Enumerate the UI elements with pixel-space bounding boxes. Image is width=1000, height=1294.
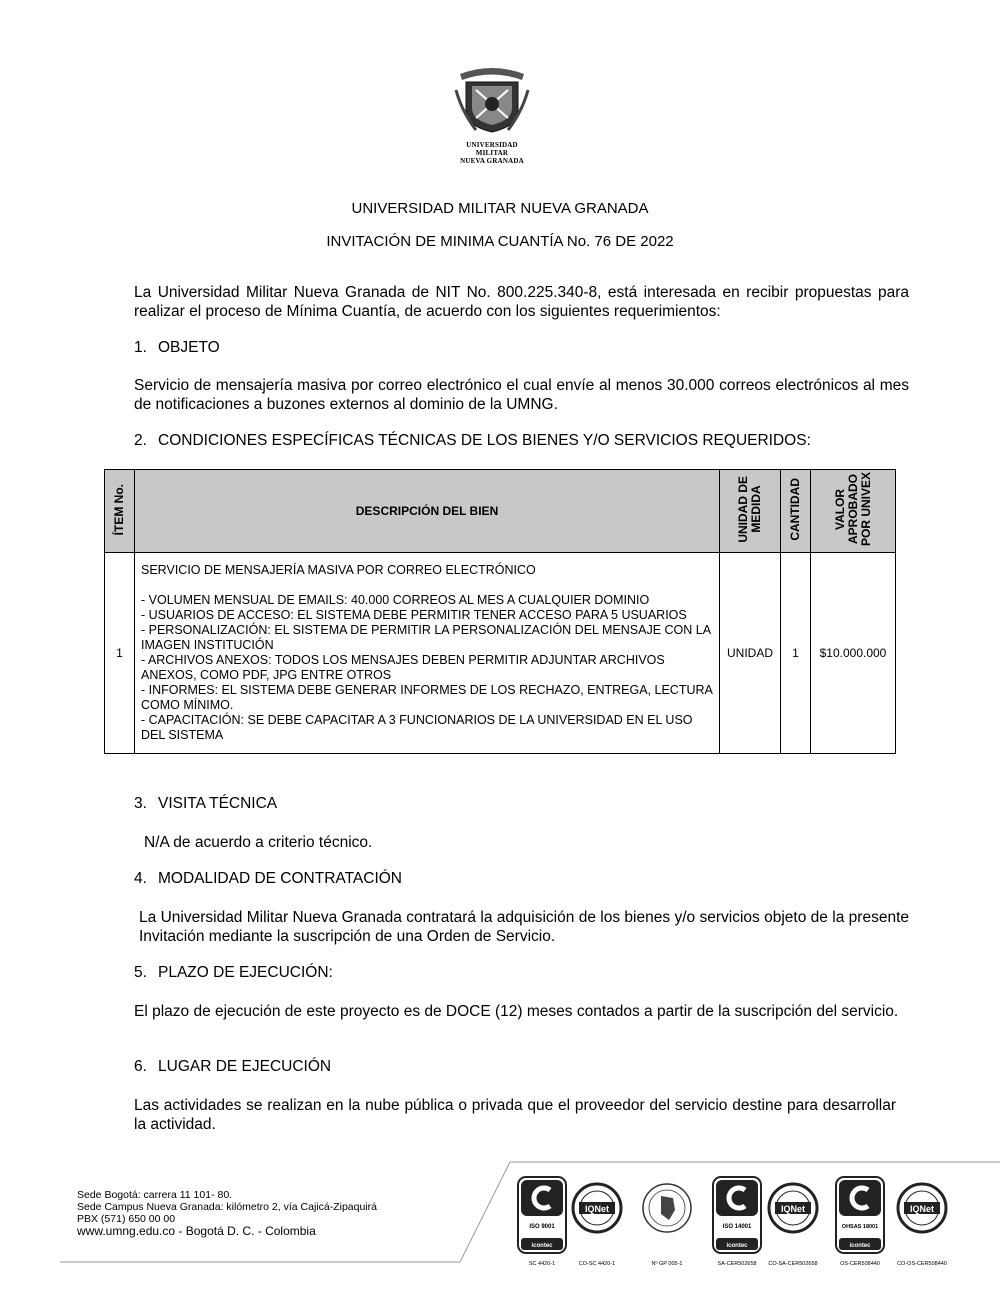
logo-name-line1: UNIVERSIDAD MILITAR <box>466 141 518 157</box>
section-heading-1 <box>134 339 220 357</box>
cell-description <box>135 553 720 754</box>
header-quantity: CANTIDAD <box>781 470 811 553</box>
cert-badge <box>834 1176 886 1267</box>
table-row <box>105 553 896 754</box>
svg-text:ISO 9001: ISO 9001 <box>529 1224 555 1230</box>
section-number: 6. <box>134 1058 147 1075</box>
footer-website: www.umng.edu.co - Bogotá D. C. - Colombia <box>77 1224 316 1238</box>
section-text-6: Las actividades se realizan en la nube pública o privada que el proveedor del servicio destine para desarrollar la actividad. <box>134 1097 896 1133</box>
university-logo <box>452 60 532 165</box>
table-header-row <box>105 470 896 553</box>
iqnet-logo-icon <box>571 1176 623 1254</box>
section-heading-4 <box>134 870 402 888</box>
section-heading-2 <box>134 432 811 450</box>
iqnet-logo-icon <box>767 1176 819 1254</box>
section-number: 5. <box>134 964 147 981</box>
cert-code: CO-OS-CER508440 <box>897 1261 947 1267</box>
cert-code: OS-CER508440 <box>840 1261 880 1267</box>
footer-line: Sede Campus Nueva Granada: kilómetro 2, vía Cajicá-Zipaquirá <box>77 1201 377 1213</box>
cert-badge <box>711 1176 763 1267</box>
logo-name-line2: NUEVA GRANADA <box>460 157 524 165</box>
section-title: VISITA TÉCNICA <box>158 795 278 812</box>
section-number: 2. <box>134 432 147 449</box>
svg-text:IQNet: IQNet <box>780 1204 806 1214</box>
cert-code: Nº GP 005-1 <box>651 1261 683 1267</box>
document-subtitle: INVITACIÓN DE MINIMA CUANTÍA No. 76 DE 2022 <box>326 233 674 250</box>
footer-line: PBX (571) 650 00 00 <box>77 1213 176 1225</box>
cert-code: SA-CER502658 <box>717 1261 757 1267</box>
intro-paragraph: La Universidad Militar Nueva Granada de NIT No. 800.225.340-8, está interesada en recibir propuestas para realizar el proceso de Mínima Cuantía, de acuerdo con los siguientes requerimientos: <box>134 284 909 320</box>
header-value: VALOR APROBADO POR UNIVEX <box>811 470 896 553</box>
svg-text:IQNet: IQNet <box>909 1204 935 1214</box>
cert-badge <box>571 1176 623 1267</box>
header-item: ÍTEM No. <box>105 470 135 553</box>
section-heading-6 <box>134 1058 331 1076</box>
footer-address <box>77 1189 377 1237</box>
svg-text:OHSAS 18001: OHSAS 18001 <box>841 1224 879 1230</box>
section-number: 4. <box>134 870 147 887</box>
icontec-logo-icon <box>835 1176 885 1254</box>
document-title: UNIVERSIDAD MILITAR NUEVA GRANADA <box>351 200 649 217</box>
cert-badge <box>896 1176 948 1267</box>
section-heading-3 <box>134 795 277 813</box>
svg-text:IQNet: IQNet <box>584 1204 610 1214</box>
cell-item: 1 <box>105 553 135 754</box>
description-line: - USUARIOS DE ACCESO: EL SISTEMA DEBE PERMITIR TENER ACCESO PARA 5 USUARIOS <box>141 608 687 622</box>
section-text-5: El plazo de ejecución de este proyecto es de DOCE (12) meses contados a partir de la suscripción del servicio. <box>134 1003 899 1020</box>
cert-code: CO-SA-CER502658 <box>768 1261 818 1267</box>
svg-text:ISO 14001: ISO 14001 <box>722 1224 752 1230</box>
footer-line: Sede Bogotá: carrera 11 101- 80. <box>77 1189 233 1201</box>
description-line: - ARCHIVOS ANEXOS: TODOS LOS MENSAJES DEBEN PERMITIR ADJUNTAR ARCHIVOS ANEXOS, COMO PDF, JPG ENTRE OTROS <box>141 653 665 682</box>
description-line: - INFORMES: EL SISTEMA DEBE GENERAR INFORMES DE LOS RECHAZO, ENTREGA, LECTURA COMO MÍNIMO. <box>141 683 713 712</box>
header-unit: UNIDAD DE MEDIDA <box>720 470 781 553</box>
icontec-logo-icon <box>712 1176 762 1254</box>
section-number: 3. <box>134 795 147 812</box>
section-title: OBJETO <box>158 339 220 356</box>
iqnet-logo-icon <box>896 1176 948 1254</box>
requirements-table <box>104 469 896 754</box>
cert-badge <box>516 1176 568 1267</box>
government-seal-icon <box>641 1176 693 1254</box>
section-text-4: La Universidad Militar Nueva Granada contratará la adquisición de los bienes y/o servicios objeto de la presente Invitación mediante la suscripción de una Orden de Servicio. <box>139 909 909 945</box>
section-text-3: N/A de acuerdo a criterio técnico. <box>144 834 373 851</box>
description-line: - CAPACITACIÓN: SE DEBE CAPACITAR A 3 FUNCIONARIOS DE LA UNIVERSIDAD EN EL USO DEL SISTEMA <box>141 713 693 742</box>
header-description: DESCRIPCIÓN DEL BIEN <box>135 470 720 553</box>
cell-unit: UNIDAD <box>720 553 781 754</box>
section-title: MODALIDAD DE CONTRATACIÓN <box>158 870 402 887</box>
description-line: - VOLUMEN MENSUAL DE EMAILS: 40.000 CORREOS AL MES A CUALQUIER DOMINIO <box>141 593 650 607</box>
section-title: PLAZO DE EJECUCIÓN: <box>158 964 333 981</box>
section-title: CONDICIONES ESPECÍFICAS TÉCNICAS DE LOS BIENES Y/O SERVICIOS REQUERIDOS: <box>158 432 811 449</box>
description-title: SERVICIO DE MENSAJERÍA MASIVA POR CORREO ELECTRÓNICO <box>141 563 536 577</box>
svg-text:icontec: icontec <box>726 1243 748 1249</box>
icontec-logo-icon <box>517 1176 567 1254</box>
section-number: 1. <box>134 339 147 356</box>
section-heading-5 <box>134 964 333 982</box>
section-text-1: Servicio de mensajería masiva por correo electrónico el cual envíe al menos 30.000 correos electrónicos al mes de notificaciones a buzones externos al dominio de la UMNG. <box>134 377 909 413</box>
cert-badge <box>641 1176 693 1267</box>
svg-text:icontec: icontec <box>531 1243 553 1249</box>
cell-value: $10.000.000 <box>811 553 896 754</box>
description-line: - PERSONALIZACIÓN: EL SISTEMA DE PERMITIR LA PERSONALIZACIÓN DEL MENSAJE CON LA IMAGEN INSTITUCIÓN <box>141 623 711 652</box>
cert-badge <box>767 1176 819 1267</box>
cell-quantity: 1 <box>781 553 811 754</box>
svg-text:icontec: icontec <box>849 1243 871 1249</box>
shield-icon <box>452 60 532 136</box>
cert-code: CO-SC 4420-1 <box>578 1261 616 1267</box>
section-title: LUGAR DE EJECUCIÓN <box>158 1058 332 1075</box>
cert-code: SC 4420-1 <box>528 1261 556 1267</box>
